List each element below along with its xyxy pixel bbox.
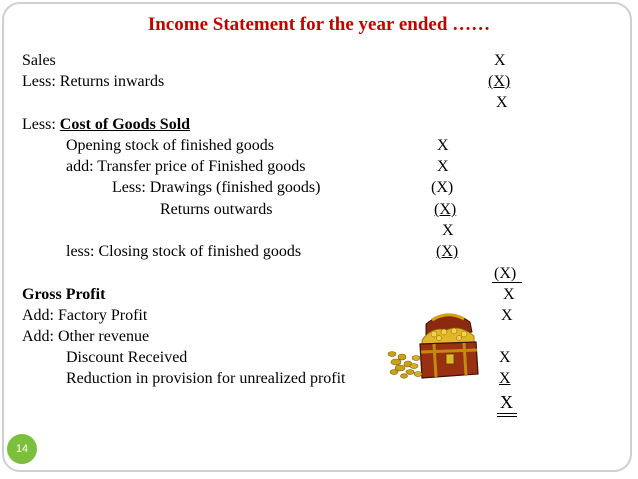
final-total-underline-2	[497, 416, 517, 417]
sales-amount: X	[494, 52, 506, 69]
closing-stock-label: less: Closing stock of finished goods	[66, 243, 302, 260]
closing-stock-amount: (X)	[436, 243, 459, 260]
other-revenue-label: Add: Other revenue	[22, 328, 150, 345]
gross-profit-label: Gross Profit	[22, 286, 106, 303]
cogs-label: Cost of Goods Sold	[59, 116, 191, 133]
subtotal-amount: X	[442, 222, 454, 239]
cogs-heading	[22, 116, 190, 134]
drawings-amount: (X)	[431, 179, 454, 196]
returns-inwards-amount: (X)	[488, 73, 511, 90]
returns-inwards-label: Less: Returns inwards	[22, 73, 165, 90]
transfer-price-amount: X	[437, 158, 449, 175]
gross-profit-amount: X	[503, 286, 515, 303]
reduction-provision-amount: X	[499, 370, 511, 387]
page-number-badge: 14	[7, 434, 37, 464]
discount-received-label: Discount Received	[66, 349, 188, 366]
reduction-provision-label: Reduction in provision for unrealized profit	[66, 370, 346, 387]
returns-outwards-label: Returns outwards	[160, 201, 273, 218]
opening-stock-amount: X	[437, 137, 449, 154]
transfer-price-label: add: Transfer price of Finished goods	[66, 158, 306, 175]
final-total-amount: X	[500, 392, 513, 412]
drawings-label: Less: Drawings (finished goods)	[112, 179, 321, 196]
factory-profit-amount: X	[501, 307, 513, 324]
treasure-chest-icon	[386, 302, 486, 382]
cogs-total-amount: (X)	[494, 265, 517, 282]
factory-profit-label: Add: Factory Profit	[22, 307, 148, 324]
returns-outwards-amount: (X)	[434, 201, 457, 218]
cogs-total-underline	[492, 282, 522, 283]
net-sales-amount: X	[496, 94, 508, 111]
page-title: Income Statement for the year ended ……	[147, 14, 491, 35]
cogs-prefix: Less:	[22, 116, 60, 133]
sales-label: Sales	[22, 52, 56, 69]
final-total-underline-1	[497, 413, 517, 414]
discount-received-amount: X	[499, 349, 511, 366]
opening-stock-label: Opening stock of finished goods	[66, 137, 274, 154]
